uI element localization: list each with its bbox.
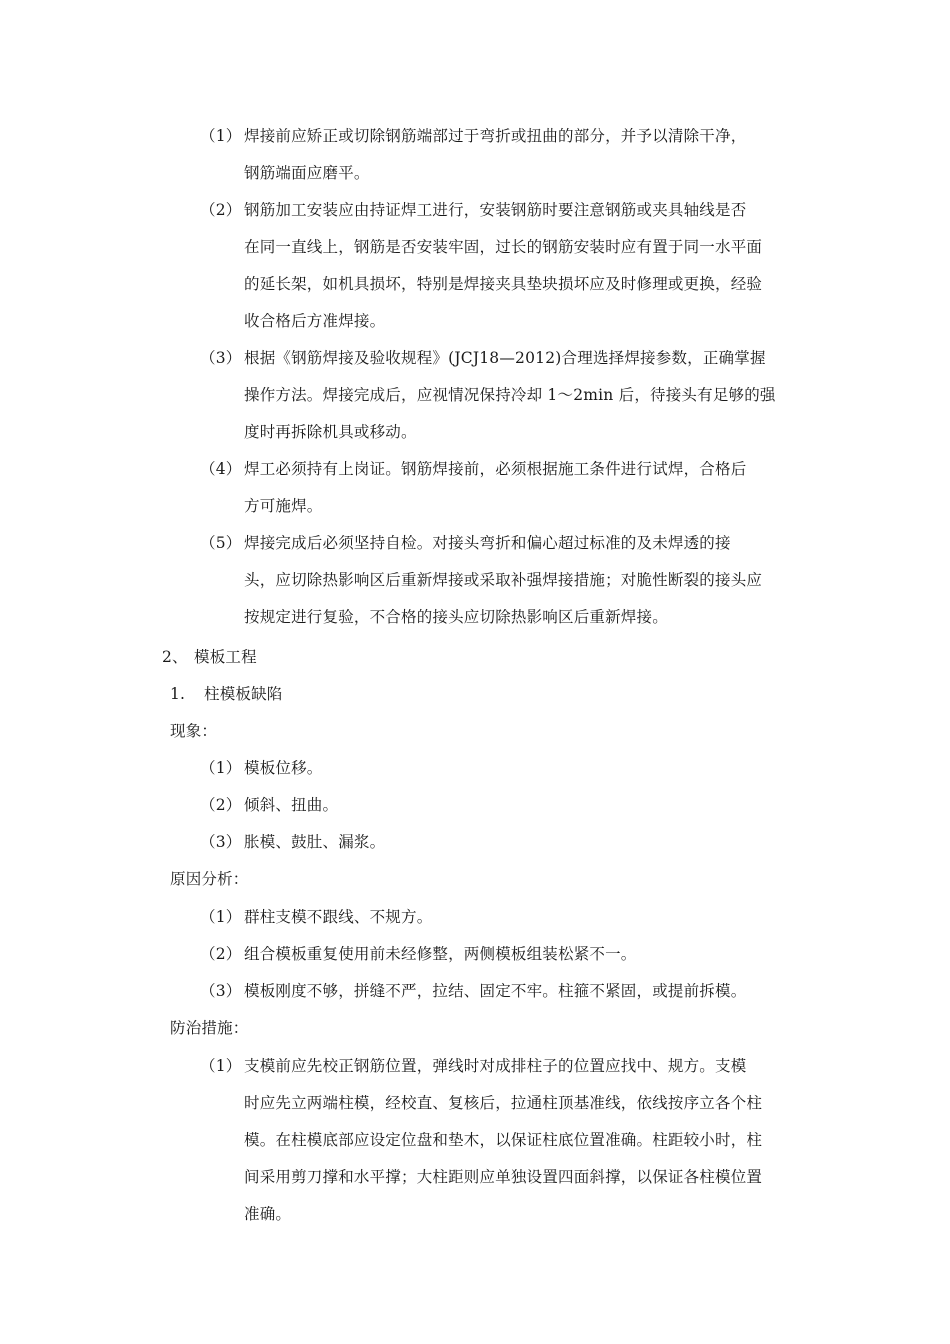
item-text: 焊接完成后必须坚持自检。对接头弯折和偏心超过标准的及未焊透的接 bbox=[244, 534, 731, 552]
item-text: 模板位移。 bbox=[244, 759, 323, 777]
continuation-line: 在同一直线上，钢筋是否安装牢固，过长的钢筋安装时应有置于同一水平面 bbox=[244, 238, 763, 256]
section-number: 2、 bbox=[162, 648, 188, 666]
list-item bbox=[200, 907, 432, 927]
label-phenomenon: 现象： bbox=[170, 722, 218, 740]
item-number: （4） bbox=[200, 460, 242, 478]
item-text: 组合模板重复使用前未经修整，两侧模板组装松紧不一。 bbox=[244, 945, 637, 963]
continuation-line: 头，应切除热影响区后重新焊接或采取补强焊接措施；对脆性断裂的接头应 bbox=[244, 571, 763, 589]
item-text: 倾斜、扭曲。 bbox=[244, 796, 339, 814]
item-number: （5） bbox=[200, 534, 242, 552]
item-number: （2） bbox=[200, 796, 242, 814]
item-number: （2） bbox=[200, 945, 242, 963]
continuation-line: 操作方法。焊接完成后，应视情况保持冷却 1～2min 后，待接头有足够的强 bbox=[244, 386, 776, 404]
item-text: 根据《钢筋焊接及验收规程》(JCJ18—2012)合理选择焊接参数，正确掌握 bbox=[244, 349, 766, 367]
list-item bbox=[200, 1056, 746, 1076]
item-text: 焊工必须持有上岗证。钢筋焊接前，必须根据施工条件进行试焊，合格后 bbox=[244, 460, 747, 478]
item-number: （1） bbox=[200, 127, 242, 145]
list-item bbox=[200, 832, 385, 852]
continuation-line: 的延长架，如机具损坏，特别是焊接夹具垫块损坏应及时修理或更换，经验 bbox=[244, 275, 763, 293]
list-item bbox=[200, 944, 637, 964]
continuation-line: 准确。 bbox=[244, 1205, 292, 1223]
continuation-line: 方可施焊。 bbox=[244, 497, 323, 515]
list-item bbox=[200, 126, 746, 146]
item-number: （1） bbox=[200, 759, 242, 777]
item-text: 钢筋加工安装应由持证焊工进行，安装钢筋时要注意钢筋或夹具轴线是否 bbox=[244, 201, 747, 219]
continuation-line: 钢筋端面应磨平。 bbox=[244, 164, 370, 182]
continuation-line: 按规定进行复验，不合格的接头应切除热影响区后重新焊接。 bbox=[244, 608, 668, 626]
list-item bbox=[200, 200, 746, 220]
list-item bbox=[200, 758, 323, 778]
item-number: （3） bbox=[200, 833, 242, 851]
item-text: 模板刚度不够，拼缝不严，拉结、固定不牢。柱箍不紧固，或提前拆模。 bbox=[244, 982, 747, 1000]
list-item bbox=[200, 459, 746, 479]
item-text: 支模前应先校正钢筋位置，弹线时对成排柱子的位置应找中、规方。支模 bbox=[244, 1057, 747, 1075]
continuation-line: 收合格后方准焊接。 bbox=[244, 312, 386, 330]
section-heading bbox=[162, 647, 257, 667]
subsection-heading bbox=[170, 684, 283, 704]
list-item bbox=[200, 981, 746, 1001]
subsection-title: 柱模板缺陷 bbox=[204, 685, 283, 703]
list-item bbox=[200, 795, 338, 815]
continuation-line: 度时再拆除机具或移动。 bbox=[244, 423, 417, 441]
item-number: （3） bbox=[200, 982, 242, 1000]
label-prevention-measures: 防治措施： bbox=[170, 1019, 249, 1037]
item-text: 群柱支模不跟线、不规方。 bbox=[244, 908, 433, 926]
list-item bbox=[200, 348, 766, 368]
section-title: 模板工程 bbox=[194, 648, 257, 666]
subsection-number: 1. bbox=[170, 685, 186, 703]
continuation-line: 间采用剪刀撑和水平撑；大柱距则应单独设置四面斜撑，以保证各柱模位置 bbox=[244, 1168, 763, 1186]
item-number: （1） bbox=[200, 908, 242, 926]
continuation-line: 时应先立两端柱模，经校直、复核后，拉通柱顶基准线，依线按序立各个柱 bbox=[244, 1094, 763, 1112]
item-text: 焊接前应矫正或切除钢筋端部过于弯折或扭曲的部分，并予以清除干净， bbox=[244, 127, 747, 145]
item-number: （1） bbox=[200, 1057, 242, 1075]
item-number: （3） bbox=[200, 349, 242, 367]
item-number: （2） bbox=[200, 201, 242, 219]
label-cause-analysis: 原因分析： bbox=[170, 870, 249, 888]
continuation-line: 模。在柱模底部应设定位盘和垫木，以保证柱底位置准确。柱距较小时，柱 bbox=[244, 1131, 763, 1149]
item-text: 胀模、鼓肚、漏浆。 bbox=[244, 833, 386, 851]
list-item bbox=[200, 533, 731, 553]
